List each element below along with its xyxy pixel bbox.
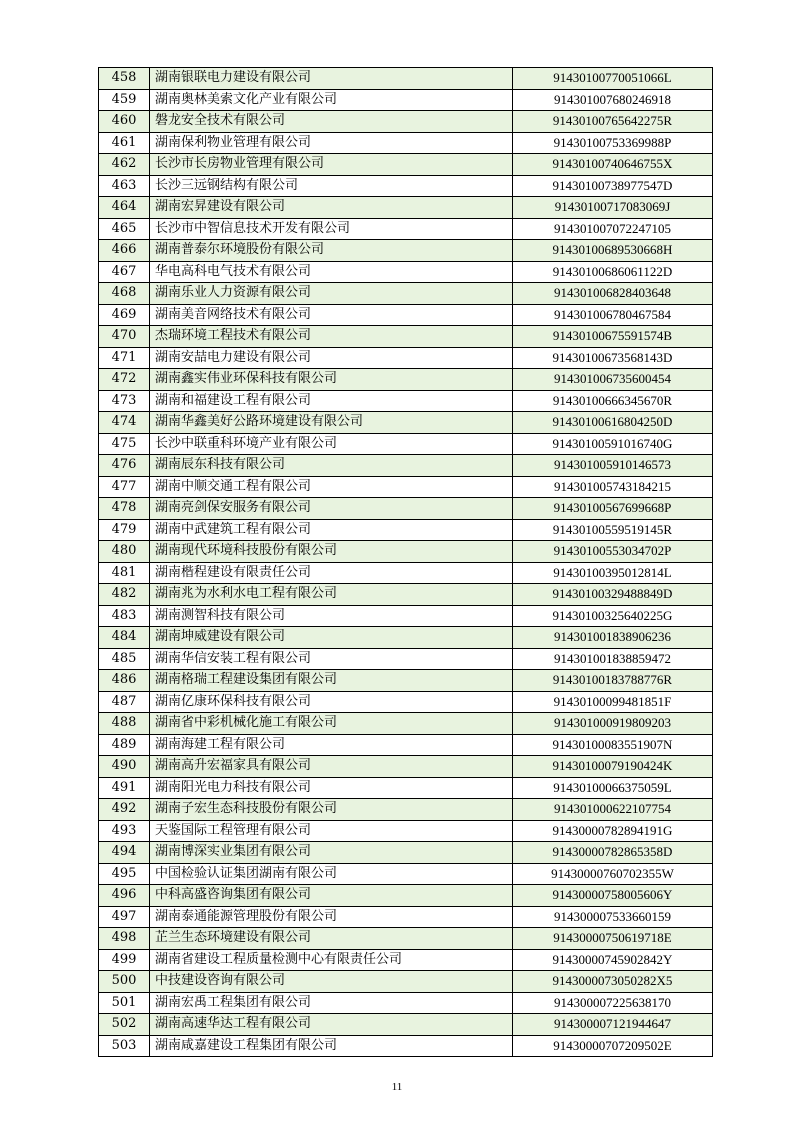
company-name: 湖南奥林美索文化产业有限公司: [150, 89, 513, 111]
company-name: 湖南现代环境科技股份有限公司: [150, 541, 513, 563]
company-name: 天鉴国际工程管理有限公司: [150, 820, 513, 842]
row-number: 464: [99, 197, 150, 219]
company-name: 中科高盛咨询集团有限公司: [150, 885, 513, 907]
table-row: [99, 949, 713, 971]
company-name: 湖南银联电力建设有限公司: [150, 68, 513, 90]
table-row: [99, 992, 713, 1014]
row-number: 499: [99, 949, 150, 971]
table-row: [99, 756, 713, 778]
company-name: 湖南亿康环保科技有限公司: [150, 691, 513, 713]
credit-code: 91430100686061122D: [513, 261, 713, 283]
row-number: 478: [99, 498, 150, 520]
row-number: 483: [99, 605, 150, 627]
row-number: 495: [99, 863, 150, 885]
credit-code: 91430000782894191G: [513, 820, 713, 842]
company-name: 长沙中联重科环境产业有限公司: [150, 433, 513, 455]
company-name: 湖南普泰尔环境股份有限公司: [150, 240, 513, 262]
row-number: 503: [99, 1035, 150, 1057]
table-row: [99, 455, 713, 477]
table-row: [99, 347, 713, 369]
table-row: [99, 734, 713, 756]
credit-code: 91430100553034702P: [513, 541, 713, 563]
credit-code: 91430000707209502E: [513, 1035, 713, 1057]
credit-code: 91430100689530668H: [513, 240, 713, 262]
company-name: 湖南华信安装工程有限公司: [150, 648, 513, 670]
company-name: 湖南安喆电力建设有限公司: [150, 347, 513, 369]
table-row: [99, 218, 713, 240]
row-number: 461: [99, 132, 150, 154]
table-row: [99, 283, 713, 305]
credit-code: 91430100079190424K: [513, 756, 713, 778]
row-number: 497: [99, 906, 150, 928]
table-row: [99, 777, 713, 799]
table-row: [99, 691, 713, 713]
credit-code: 91430000758005606Y: [513, 885, 713, 907]
table-row: [99, 820, 713, 842]
row-number: 463: [99, 175, 150, 197]
credit-code: 91430100099481851F: [513, 691, 713, 713]
table-row: [99, 326, 713, 348]
row-number: 498: [99, 928, 150, 950]
company-name: 华电高科电气技术有限公司: [150, 261, 513, 283]
credit-code: 91430100325640225G: [513, 605, 713, 627]
row-number: 465: [99, 218, 150, 240]
credit-code: 914301007680246918: [513, 89, 713, 111]
credit-code: 91430100066375059L: [513, 777, 713, 799]
credit-code: 91430000750619718E: [513, 928, 713, 950]
table-row: [99, 519, 713, 541]
row-number: 459: [99, 89, 150, 111]
row-number: 462: [99, 154, 150, 176]
credit-code: 914301006780467584: [513, 304, 713, 326]
credit-code: 914300007533660159: [513, 906, 713, 928]
company-name: 湖南兆为水利水电工程有限公司: [150, 584, 513, 606]
credit-code: 91430100717083069J: [513, 197, 713, 219]
table-row: [99, 863, 713, 885]
row-number: 474: [99, 412, 150, 434]
row-number: 485: [99, 648, 150, 670]
row-number: 500: [99, 971, 150, 993]
credit-code: 914301005910146573: [513, 455, 713, 477]
row-number: 481: [99, 562, 150, 584]
table-row: [99, 433, 713, 455]
row-number: 458: [99, 68, 150, 90]
credit-code: 91430100395012814L: [513, 562, 713, 584]
credit-code: 914301000919809203: [513, 713, 713, 735]
row-number: 475: [99, 433, 150, 455]
row-number: 470: [99, 326, 150, 348]
table-row: [99, 713, 713, 735]
company-name: 湖南中顺交通工程有限公司: [150, 476, 513, 498]
table-row: [99, 154, 713, 176]
row-number: 501: [99, 992, 150, 1014]
company-name: 芷兰生态环境建设有限公司: [150, 928, 513, 950]
table-row: [99, 498, 713, 520]
table-row: [99, 906, 713, 928]
table-row: [99, 197, 713, 219]
company-name: 湖南省中彩机械化施工有限公司: [150, 713, 513, 735]
row-number: 468: [99, 283, 150, 305]
company-name: 中技建设咨询有限公司: [150, 971, 513, 993]
credit-code: 91430100675591574B: [513, 326, 713, 348]
page-number: 11: [391, 1081, 403, 1093]
row-number: 496: [99, 885, 150, 907]
company-name: 湖南中武建筑工程有限公司: [150, 519, 513, 541]
table-row: [99, 584, 713, 606]
table-row: [99, 240, 713, 262]
table-row: [99, 562, 713, 584]
row-number: 494: [99, 842, 150, 864]
credit-code: 91430100183788776R: [513, 670, 713, 692]
row-number: 493: [99, 820, 150, 842]
row-number: 488: [99, 713, 150, 735]
company-name: 长沙市长房物业管理有限公司: [150, 154, 513, 176]
credit-code: 914301005743184215: [513, 476, 713, 498]
company-name: 湖南子宏生态科技股份有限公司: [150, 799, 513, 821]
table-row: [99, 68, 713, 90]
row-number: 466: [99, 240, 150, 262]
company-name: 湖南坤威建设有限公司: [150, 627, 513, 649]
company-name: 中国检验认证集团湖南有限公司: [150, 863, 513, 885]
table-row: [99, 627, 713, 649]
table-row: [99, 412, 713, 434]
company-name: 湖南博深实业集团有限公司: [150, 842, 513, 864]
company-name: 湖南楷程建设有限责任公司: [150, 562, 513, 584]
row-number: 471: [99, 347, 150, 369]
table-row: [99, 390, 713, 412]
credit-code: 91430100083551907N: [513, 734, 713, 756]
credit-code: 91430100673568143D: [513, 347, 713, 369]
row-number: 473: [99, 390, 150, 412]
credit-code: 914301001838906236: [513, 627, 713, 649]
table-row: [99, 971, 713, 993]
company-name: 湖南保利物业管理有限公司: [150, 132, 513, 154]
row-number: 490: [99, 756, 150, 778]
table-row: [99, 476, 713, 498]
credit-code: 91430100753369988P: [513, 132, 713, 154]
company-name: 湖南省建设工程质量检测中心有限责任公司: [150, 949, 513, 971]
company-name: 湖南辰东科技有限公司: [150, 455, 513, 477]
credit-code: 914301006735600454: [513, 369, 713, 391]
row-number: 467: [99, 261, 150, 283]
row-number: 492: [99, 799, 150, 821]
table-row: [99, 132, 713, 154]
table-row: [99, 928, 713, 950]
row-number: 477: [99, 476, 150, 498]
credit-code: 914301001838859472: [513, 648, 713, 670]
company-name: 长沙三远钢结构有限公司: [150, 175, 513, 197]
credit-code: 91430100559519145R: [513, 519, 713, 541]
company-name: 湖南宏昇建设有限公司: [150, 197, 513, 219]
row-number: 482: [99, 584, 150, 606]
credit-code: 91430100591016740G: [513, 433, 713, 455]
credit-code: 91430100616804250D: [513, 412, 713, 434]
table-row: [99, 842, 713, 864]
credit-code: 9143000073050282X5: [513, 971, 713, 993]
company-name: 湖南测智科技有限公司: [150, 605, 513, 627]
company-name: 湖南乐业人力资源有限公司: [150, 283, 513, 305]
table-row: [99, 605, 713, 627]
credit-code: 914300007121944647: [513, 1014, 713, 1036]
row-number: 486: [99, 670, 150, 692]
credit-code: 91430100666345670R: [513, 390, 713, 412]
company-name: 长沙市中智信息技术开发有限公司: [150, 218, 513, 240]
credit-code: 914300007225638170: [513, 992, 713, 1014]
table-row: [99, 261, 713, 283]
row-number: 502: [99, 1014, 150, 1036]
table-row: [99, 541, 713, 563]
credit-code: 91430100567699668P: [513, 498, 713, 520]
credit-code: 91430100765642275R: [513, 111, 713, 133]
credit-code: 914301000622107754: [513, 799, 713, 821]
table-row: [99, 89, 713, 111]
company-name: 湖南咸嘉建设工程集团有限公司: [150, 1035, 513, 1057]
table-row: [99, 111, 713, 133]
company-name: 杰瑞环境工程技术有限公司: [150, 326, 513, 348]
row-number: 480: [99, 541, 150, 563]
credit-code: 914301007072247105: [513, 218, 713, 240]
company-name: 湖南阳光电力科技有限公司: [150, 777, 513, 799]
company-name: 湖南高升宏福家具有限公司: [150, 756, 513, 778]
company-registry-table: [98, 67, 713, 1057]
table-row: [99, 304, 713, 326]
table-row: [99, 670, 713, 692]
row-number: 489: [99, 734, 150, 756]
company-name: 磐龙安全技术有限公司: [150, 111, 513, 133]
company-name: 湖南美音网络技术有限公司: [150, 304, 513, 326]
table-row: [99, 1014, 713, 1036]
table-row: [99, 799, 713, 821]
table-row: [99, 1035, 713, 1057]
row-number: 476: [99, 455, 150, 477]
row-number: 487: [99, 691, 150, 713]
company-name: 湖南鑫实伟业环保科技有限公司: [150, 369, 513, 391]
company-name: 湖南海建工程有限公司: [150, 734, 513, 756]
company-name: 湖南宏禹工程集团有限公司: [150, 992, 513, 1014]
credit-code: 91430000760702355W: [513, 863, 713, 885]
company-name: 湖南格瑞工程建设集团有限公司: [150, 670, 513, 692]
row-number: 460: [99, 111, 150, 133]
credit-code: 91430100740646755X: [513, 154, 713, 176]
row-number: 491: [99, 777, 150, 799]
row-number: 484: [99, 627, 150, 649]
table-row: [99, 369, 713, 391]
company-name: 湖南华鑫美好公路环境建设有限公司: [150, 412, 513, 434]
company-name: 湖南高速华达工程有限公司: [150, 1014, 513, 1036]
row-number: 479: [99, 519, 150, 541]
row-number: 469: [99, 304, 150, 326]
credit-code: 91430100329488849D: [513, 584, 713, 606]
company-name: 湖南亮剑保安服务有限公司: [150, 498, 513, 520]
company-name: 湖南和福建设工程有限公司: [150, 390, 513, 412]
credit-code: 91430100770051066L: [513, 68, 713, 90]
table-row: [99, 885, 713, 907]
credit-code: 914301006828403648: [513, 283, 713, 305]
row-number: 472: [99, 369, 150, 391]
table-row: [99, 175, 713, 197]
table-row: [99, 648, 713, 670]
credit-code: 91430100738977547D: [513, 175, 713, 197]
credit-code: 91430000782865358D: [513, 842, 713, 864]
credit-code: 91430000745902842Y: [513, 949, 713, 971]
company-name: 湖南泰通能源管理股份有限公司: [150, 906, 513, 928]
